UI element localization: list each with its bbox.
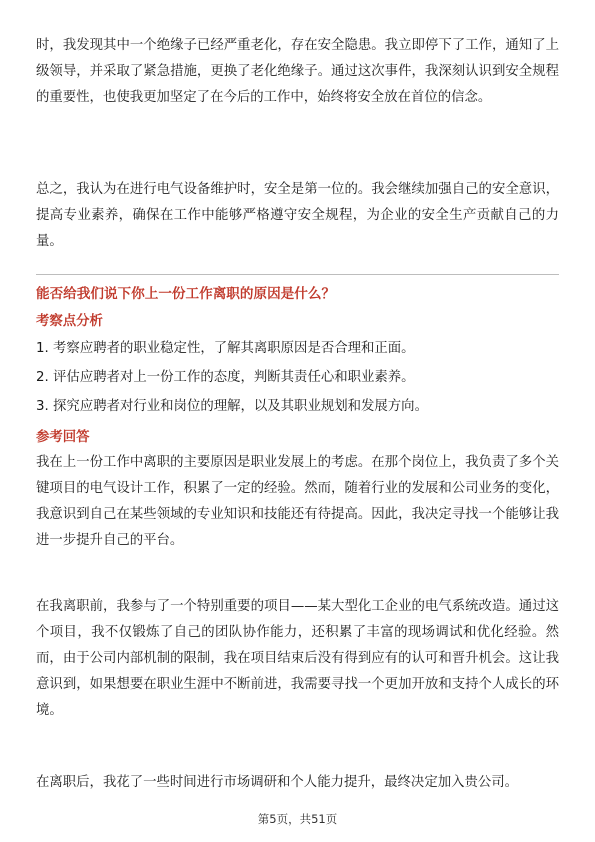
interview-question: 能否给我们说下你上一份工作离职的原因是什么？ [36,286,336,302]
section-divider [36,274,559,275]
analysis-item: 3. 探究应聘者对行业和岗位的理解，以及其职业规划和发展方向。 [36,399,428,414]
paragraph-summary: 总之，我认为在进行电气设备维护时，安全是第一位的。我会继续加强自己的安全意识，提高专业素养，确保在工作中能够严格遵守安全规程，为企业的安全生产贡献自己的力量。 [36,182,559,249]
paragraph-safety-incident: 时，我发现其中一个绝缘子已经严重老化，存在安全隐患。我立即停下了工作，通知了上级领导，并采取了紧急措施，更换了老化绝缘子。通过这次事件，我深刻认识到安全规程的重要性，也使我更加坚定了在今后的工作中，始终将安全放在首位的信念。 [36,38,559,105]
answer-paragraph-project: 在我离职前，我参与了一个特别重要的项目——某大型化工企业的电气系统改造。通过这个项目，我不仅锻炼了自己的团队协作能力，还积累了丰富的现场调试和优化经验。然而，由于公司内部机制的限制，我在项目结束后没有得到应有的认可和晋升机会。这让我意识到，如果想要在职业生涯中不断前进，我需要寻找一个更加开放和支持个人成长的环境。 [36,599,559,718]
analysis-heading: 考察点分析 [36,314,103,329]
analysis-list [36,334,559,421]
answer-heading: 参考回答 [36,430,90,445]
analysis-item: 2. 评估应聘者对上一份工作的态度，判断其责任心和职业素养。 [36,370,415,385]
page-number-footer: 第5页，共51页 [257,812,338,826]
analysis-item: 1. 考察应聘者的职业稳定性，了解其离职原因是否合理和正面。 [36,341,415,356]
answer-paragraph-reason: 我在上一份工作中离职的主要原因是职业发展上的考虑。在那个岗位上，我负责了多个关键项目的电气设计工作，积累了一定的经验。然而，随着行业的发展和公司业务的变化，我意识到自己在某些领域的专业知识和技能还有待提高。因此，我决定寻找一个能够让我进一步提升自己的平台。 [36,455,559,548]
answer-paragraph-after: 在离职后，我花了一些时间进行市场调研和个人能力提升，最终决定加入贵公司。 [36,775,519,790]
